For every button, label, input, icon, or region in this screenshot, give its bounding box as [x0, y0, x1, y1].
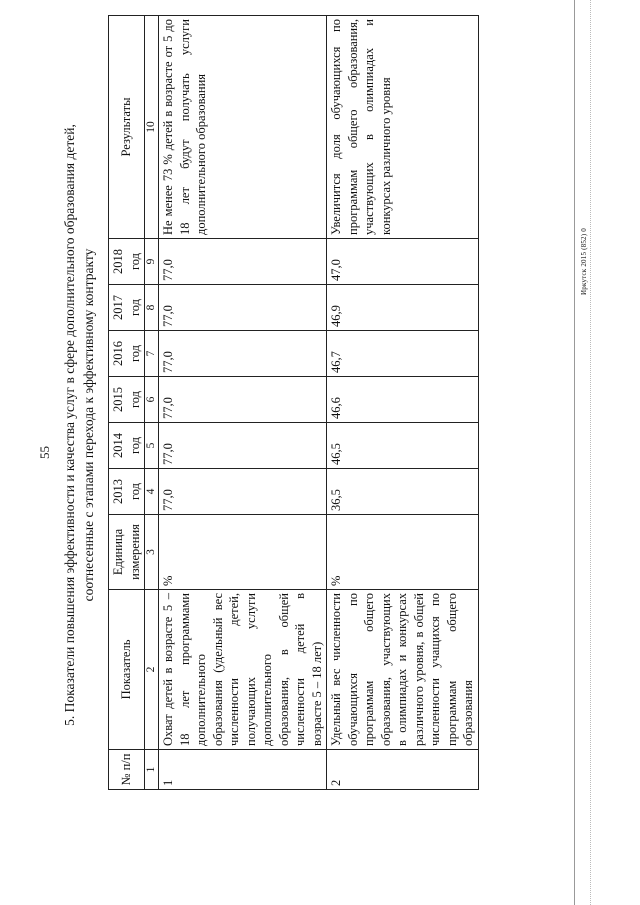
header-unit: Единица измерения — [109, 515, 145, 590]
table-row — [327, 16, 479, 790]
header-2013: 2013 год — [109, 469, 145, 515]
indicator-cell: Удельный вес численности обучающихся по программам общего образования, участвующих в олимпиадах и конкурсах различного уровня, в общей численности учащихся по программам общего образования — [327, 590, 479, 750]
header-2016: 2016 год — [109, 331, 145, 377]
value-2013: 36,5 — [327, 469, 479, 515]
colnum-10: 10 — [145, 16, 159, 239]
colnum-1: 1 — [145, 750, 159, 790]
unit-cell: % — [159, 515, 327, 590]
value-2016: 46,7 — [327, 331, 479, 377]
value-2018: 47,0 — [327, 239, 479, 285]
colnum-4: 4 — [145, 469, 159, 515]
header-no: № п/п — [109, 750, 145, 790]
colnum-5: 5 — [145, 423, 159, 469]
colnum-6: 6 — [145, 377, 159, 423]
result-cell: Не менее 73 % детей в возрасте от 5 до 18 лет будут получать услуги дополнительного образования — [159, 16, 327, 239]
row-number: 2 — [327, 750, 479, 790]
indicator-cell: Охват детей в возрасте 5 – 18 лет программами дополнительного образования (удельный вес численности детей, получающих услуги дополнительного образования, в общей численности детей в возрасте 5 – 18 лет) — [159, 590, 327, 750]
colnum-3: 3 — [145, 515, 159, 590]
colnum-7: 7 — [145, 331, 159, 377]
unit-cell: % — [327, 515, 479, 590]
value-2017: 46,9 — [327, 285, 479, 331]
column-number-row — [145, 16, 159, 790]
page-number: 55 — [37, 446, 52, 459]
value-2014: 46,5 — [327, 423, 479, 469]
header-2014: 2014 год — [109, 423, 145, 469]
header-indicator: Показатель — [109, 590, 145, 750]
table-title-line-1: 5. Показатели повышения эффективности и качества услуг в сфере дополнительного образования детей, — [62, 124, 77, 726]
header-2017: 2017 год — [109, 285, 145, 331]
document-stamp: Иркутск 2015 (852) 0 — [580, 228, 588, 295]
row-number: 1 — [159, 750, 327, 790]
header-2015: 2015 год — [109, 377, 145, 423]
value-2015: 77,0 — [159, 377, 327, 423]
header-results: Результаты — [109, 16, 145, 239]
value-2015: 46,6 — [327, 377, 479, 423]
indicators-table — [108, 15, 479, 790]
scan-edge-line — [574, 0, 575, 905]
header-row — [109, 16, 145, 790]
colnum-8: 8 — [145, 285, 159, 331]
scan-edge-dotted-line — [590, 0, 591, 905]
table-title-line-2: соотнесенные с этапами перехода к эффективному контракту — [81, 248, 96, 602]
value-2014: 77,0 — [159, 423, 327, 469]
value-2016: 77,0 — [159, 331, 327, 377]
colnum-2: 2 — [145, 590, 159, 750]
result-cell: Увеличится доля обучающихся по программам общего образования, участвующих в олимпиадах и конкурсах различного уровня — [327, 16, 479, 239]
value-2017: 77,0 — [159, 285, 327, 331]
table-row — [159, 16, 327, 790]
value-2018: 77,0 — [159, 239, 327, 285]
colnum-9: 9 — [145, 239, 159, 285]
header-2018: 2018 год — [109, 239, 145, 285]
value-2013: 77,0 — [159, 469, 327, 515]
